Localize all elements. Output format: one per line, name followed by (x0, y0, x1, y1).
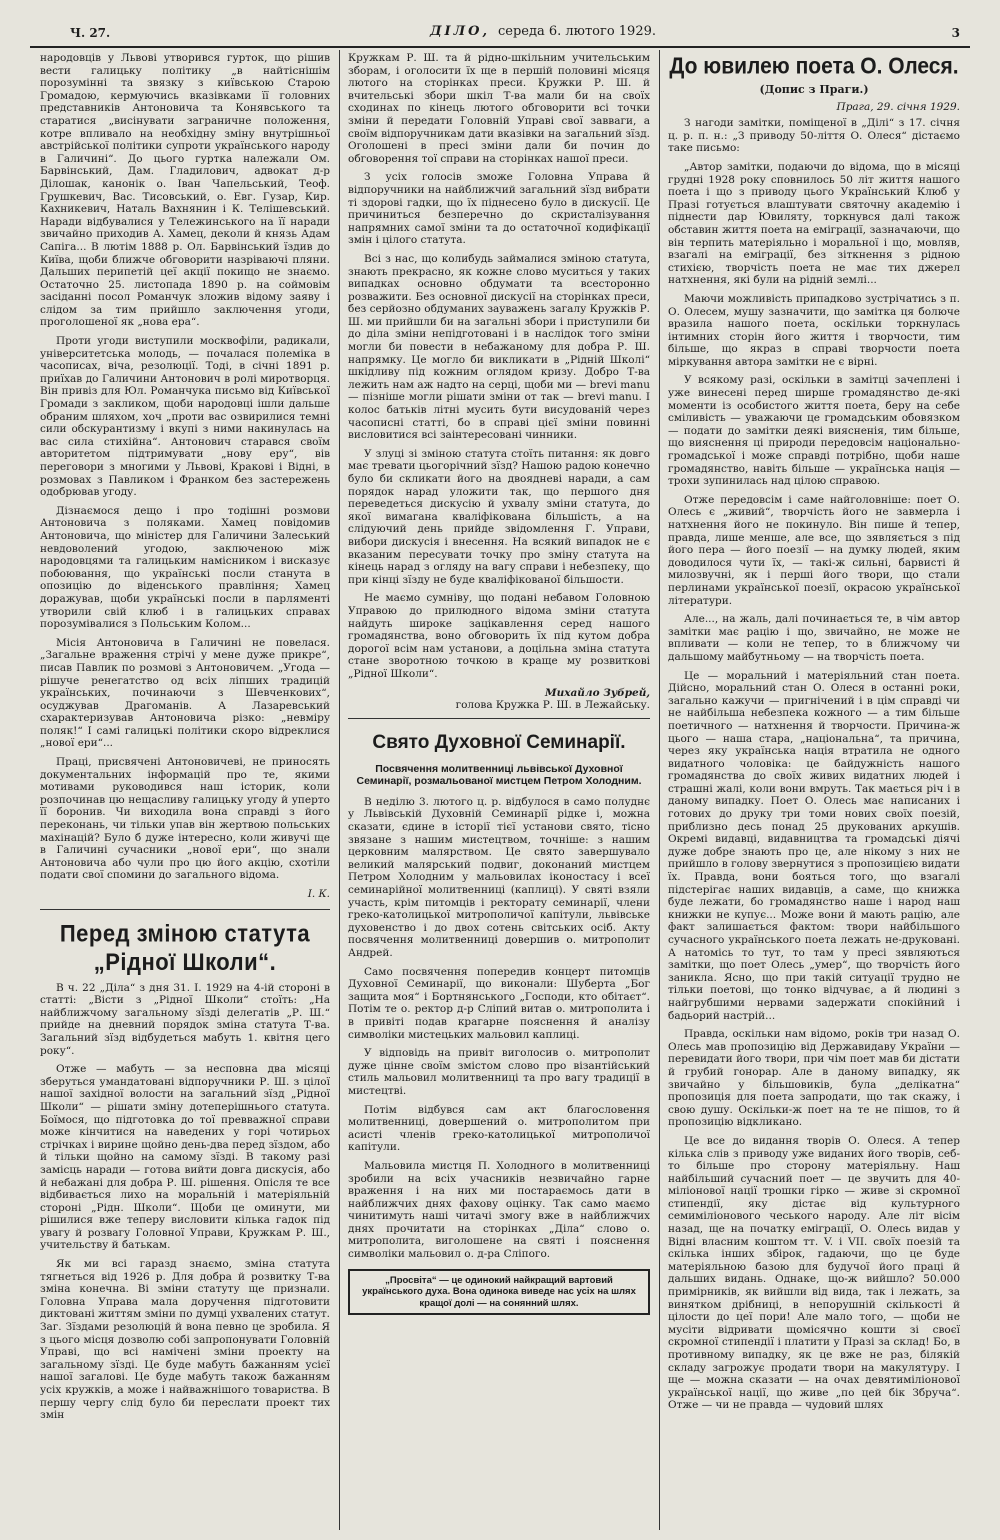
paragraph: У всякому разі, оскільки в замітці зачеплені і уже винесені перед ширше громадянство де-які моменти із особистого життя поета, беру на себе сміливість — уважаючи це громадським обовязком — подати до замітки деякі виясненія, тим більше, що вияснення ці природи передовсім національно-громадської і може справді потрібно, щоби наше громадянство, навіть більше — українська нація — трохи зупинилась над цілою справою. (668, 374, 960, 488)
paragraph: Отже передовсім і саме найголовніше: поет О. Олесь є „живий“, творчість його не завмерла і натхнення його не покинуло. Він пише й тепер, правда, лише менше, але все, що зявляється з під його пера — його поезії — на думку людей, яким доводилося чути їх, — такі-ж сильні, барвисті й милозвучні, як і перші його твори, що стали перлинами української поезії, окрасою української літератури. (668, 493, 960, 607)
paragraph: У відповідь на привіт виголосив о. митрополит дуже цінне своїм змістом слово про візантійський стиль мальовил молитвенниці та про вагу традиції в мистецтві. (348, 1047, 650, 1097)
article-headline: Свято Духовної Семинарії. (372, 731, 626, 753)
author-initials: І. К. (307, 888, 330, 900)
paragraph: Не маємо сумніву, що подані небавом Головною Управою до прилюдного відома зміни статута найдуть широке зацікавлення серед нашого громадянства, воно обговорить їх під кутом добра дорогої всім нам установи, а доцільна зміна статута стане зворотною точкою в краще му розвиткові „Рідної Школи“. (348, 592, 650, 680)
column-2 (348, 52, 650, 1522)
paper-name: ДІЛО, (430, 24, 490, 39)
paragraph: Всі з нас, що колибудь займалися зміною статута, знають прекрасно, як кожне слово муситься у таких випадках основно обдумати та всесторонно розважити. Без основної дискусії на сторінках преси, без серйозно обдуманих зауважень загалу Кружків Р. Ш. ми прийшли би на загальні збори і приступили би до діла зміни непідготовані і в наслідок того зміни могли би повести в небажаному для добра Р. Ш. напрямку. Це могло би викликати в „Рідній Школі“ шкідливу під кожним оглядом кризу. Добро Т-ва лежить нам аж надто на серці, щоби ми — brevi manu — пізніше могли рішати зміни от так — brevi manu. І колос батьків літні мусить бути висудованій через часописні статті, бо в справі цієї зміни повинні висловитися всі заінтересовані чинники. (348, 252, 650, 442)
paragraph: В ч. 22 „Діла“ з дня 31. І. 1929 на 4-ій стороні в статті: „Вісти з „Рідної Школи“ стоїть: „На найближчому загальному зїзді делегатів „Р. Ш.“ прийде на дневний порядок зміна статута Т-ва. Загальний зїзд відбудеться мабуть 1. квітня цего року“. (40, 981, 330, 1057)
paragraph: народовців у Львові утворився гурток, що рішив вести галицьку політику „в найтіснішім порозумінні та звязку з київською Старою Громадою, кермуючись вказівками її головних представників Антоновича та Конявського та старатися „висінувати заграничне положення, котре впливало на необхідну зміну внутрішньої австрійської політики супроти українського народу в Галичині“. До цього гуртка належали Ом. Барвінський, Дам. Гладилович, адвокат д-р Ділошак, канонік о. Іван Чапельський, Теоф. Грушкевич, Вас. Тисовський, о. Евг. Гузар, Кир. Кахникевич, Наталь Вахнянин і К. Телішевський. Наради відбувалися у Тележинського на її наради звичайно приходив А. Хамец, деколи й князь Адам Сапіга... В лютім 1888 р. Ол. Барвінський їздив до Київа, щоби ближче обговорити назріваючі пляни. Дальших перипетій цеї акції покищо не знаємо. Остаточно 25. листопада 1890 р. на соймовім засіданні посол Романчук зложив відому заяву і слідом за тим прийшло заключення угоди, проголошеної як „нова ера“. (40, 52, 330, 329)
headline-line-2: „Рідної Школи“. (93, 947, 277, 976)
paragraph: Проти угоди виступили москвофіли, радикали, університетська молодь, — почалася полеміка в часописах, віча, резолюції. Тоді, в січні 1891 р. приїхав до Галичини Антонович в ролі миротворця. Він привіз для Юл. Романчука письмо від Київської Громади з закликом, щоби народовці ішли дальше обраним шляхом, хоч „проти вас озвирилися темні сили обскурантизму і вкупі з ними накинулась на вас сила стихійна“. Антонович старався своїм авторитетом підтримувати „нову еру“, вів переговори з многими у Львові, Кракові і Відні, в розмовах з Павликом і Франком без застережень одобрював угоду. (40, 335, 330, 499)
masthead (430, 24, 656, 39)
author-name: Михайло Зубрей, (544, 686, 650, 699)
author-role: голова Кружка Р. Ш. в Лежайську. (455, 699, 650, 712)
paragraph: Отже — мабуть — за несповна два місяці зберуться умандатовані відпоручники Р. Ш. з цілої нашої західної волости на загальний зїзд „Рідної Школи“ — рішати зміну дотеперішнього статута. Боїмося, що підготовка до тої превважної справи може кінчитися на наведених у горі чотирьох стрічках і вирине щойно день-два перед зїздом, або й тільки щойно на самому зїзді. В такому разі замісць наради — готова вийти довга дискусія, або й небажані для добра Р. Ш. рішення. Опісля те все відбивається лихо на моральній і матеріяльній стороні „Рідн. Школи“. Щоби це оминути, ми рішилися вже теперу висловити кілька гадок під увагу й розвагу Головної Управи, Кружкам Р. Ш., учительству й батькам. (40, 1063, 330, 1252)
article-subhead: (Допис з Праги.) (759, 83, 869, 96)
prosvita-notice: „Просвіта“ — це одинокий найкращий вартовий українського духа. Вона одинока виведе нас усіх на шлях кращої долі — на сонянний шлях. (348, 1269, 650, 1316)
paragraph: Мальовила мистця П. Холодного в молитвенниці зробили на всіх учасників незвичайно гарне враження і на них ми постараємось дати в найближчих днях фахову оцінку. Так само маємо чинитимуть наші читачі змогу вже в найближчих днях прочитати на сторінках „Діла“ слово о. митрополита, виголошене на святі і пояснення символіки мальовил о. д-ра Сліпого. (348, 1159, 650, 1261)
paragraph: Це все до видання творів О. Олеся. А тепер кілька слів з приводу уже виданих його творів, себ-то більше про сторону матеріяльну. Наш найбільший сучасний поет — це звучить для 40-міліонової нації трошки гірко — живе зі скромної стипендії, яку дістає від культурного семиміліонового чеського народу. Але літ вісім назад, ще на початку еміграції, О. Олесь видав у Відні власним коштом тт. V. і VII. своїх поезій та скілька інших збірок, гадаючи, що це буде матеріяльною базою для будучої його праці й дальших видань. Однаке, що-ж вийшло? 50.000 примірників, як вийшли від вида, так і лежать, за винятком дрібниці, в непорушній скількості й цілости до цеї пори! Але мало того, — щоби не мусіти відривати щомісячно кошти зі своєї скромної стипендії і платити у Празі за склад! Бо, в противному випадку, як це вже не раз, білякій складу загрожує продати твори на макулятуру. І ще — можна сказати — на очах девятиміліонової української нації, що живе „по цей бік Збруча“. Отже — чи не правда — чудовий шлях (668, 1134, 960, 1412)
column-rule (339, 50, 340, 1530)
article-headline: До ювилею поета О. Олеся. (669, 53, 959, 80)
paragraph: „Автор замітки, подаючи до відома, що в місяці грудні 1928 року сповнилось 50 літ життя нашого поета і що з приводу цього Український Клюб у Празі готується влаштувати святочну академію і піднести дар Ювиляту, торкнувся далі також обставин життя поета на еміграції, зазначаючи, що він терпить матеріяльно і моральної і що, мовляв, взагалі на еміграції, без зіткнення з рідною стихією, творчість поета не має тих джерел натхнення, які були на рідній землі... (668, 160, 960, 287)
column-3 (668, 52, 960, 1522)
issue-number: Ч. 27. (70, 26, 111, 40)
paragraph: Місія Антоновича в Галичині не повелася. „Загальне враження стрічі у мене дуже прикре“, писав Павлик по розмові з Антоновичем. „Угода — рішуче ренегатство од всіх ліпших традицій українських, починаючи з Шевченкових“, осуджував Драгоманів. А Лазаревський схарактеризував Антоновича різко: „невміру поляк!“ І самі галицькі політики скоро відреклися „нової ери“... (40, 636, 330, 750)
paragraph: Але..., на жаль, далі починається те, в чім автор замітки має рацію і що, звичайно, не може не впливати — коли не тепер, то в ближчому чи дальшому майбутньому — на творчість поета. (668, 613, 960, 663)
paragraph: Кружкам Р. Ш. та й рідно-шкільним учительським зборам, і оголосити їх ще в першій половині місяця лютого на сторінках преси. Кружки Р. Ш. й вчительські збори шкіл Т-ва мали би на своїх сходинах по кінець лютого обговорити всі точки зміни й передати Головній Управі свої завваги, а своїм відпоручникам дати вказівки на загальний зїзд. Оголошені в пресі зміни дали би почин до обговорення тої справи на сторінках нашої преси. (348, 52, 650, 165)
divider (40, 909, 330, 910)
paragraph: В неділю 3. лютого ц. р. відбулося в само полуднє у Львівській Духовній Семинарії рідке і, можна сказати, єдине в історії тієї установи свято, тісно звязане з нашим мистецтвом, точніше: з нашим церковним малярством. Це свято завершувало великий малярський подвиг, доконаний мистцем Петром Холодним у мальовилах іконостасу і всеї семинарійної молитвенниці (каплиці). У святі взяли участь, крім питомців і ректорату семинарії, члени греко-католицької митрополичої капітули, львівське духовенство і до двох сотень світських осіб. Акту посвячення молитвенниці довершив о. митрополит Андрей. (348, 795, 650, 959)
paragraph: Дізнаємося дещо і про тодішні розмови Антоновича з поляками. Хамец повідомив Антоновича, що міністер для Галичини Залеський невдоволений угодою, заключеною між народовцями та галицьким намісником і висказує побоювання, що українські посли станута в опозицію до віденського правління; Хамец доражував, щоби українські посли в парляменті утворили свій клюб і в галицьких справах порозумівалися з Польським Колом... (40, 504, 330, 631)
issue-date: середа 6. лютого 1929. (498, 24, 656, 39)
paragraph: Маючи можливість припадково зустрічатись з п. О. Олесем, мушу зазначити, що замітка ця болюче вразила нашого поета, оскільки торкнулась інтимних сторін його життя і творчости, тим більше, що якраз в справі творчости поета міркування автора замітки не є вірні. (668, 292, 960, 368)
paragraph: Праці, присвячені Антоновичеві, не приносять документальних інформацій про те, якими мотивами руководився наш історик, коли розпочинав цю нещасливу галицьку угоду й уперто її боронив. Чи виходила вона справді з його переконань, чи тільки упав він жертвою польських махінацій? Було б дуже інтересно, коли живучі ще в Галичині сучасники „нової ери“, що знали Антоновича або чули про цю його акцію, схотіли подати свої спомини до загального відома. (40, 756, 330, 882)
dateline: Прага, 29. січня 1929. (836, 100, 960, 113)
divider (348, 718, 650, 719)
article-headline (40, 919, 330, 976)
paragraph: Правда, оскільки нам відомо, років три назад О. Олесь мав пропозицію від Державидаву України — перевидати його твори, при чім поет мав би дістати й грубий гонорар. Але в даному випадку, як звичайно у більшовиків, була „делікатна“ пропозиція для поета запродати, що так скажу, і свою душу. Оскільки-ж поет на те не пішов, то й пропозицію відкликано. (668, 1028, 960, 1129)
paragraph: Як ми всі гаразд знаємо, зміна статута тягнеться від 1926 р. Для добра й розвитку Т-ва зміна конечна. Ві зміни статуту ще признали. Головна Управа мала доручення підготовити диктовані життям зміни по думці ухвалених статут. Заг. Зїздами резолюцій й вона певно це зробила. Я з цього місця дозволю собі запропонувати Головній Управі, що всі намічені зміни проекту на загальному зїзді. Це буде мабуть бажанням усієї нашої загалові. Це буде мабуть також бажанням усіх кружків, а може і найважнішого товариства. В першу чергу слід було би переслати проект тих змін (40, 1258, 330, 1422)
article-subtitle: Посвячення молитвенниці львівської Духовної Семинарії, розмальованої мистцем Петром Холодним. (356, 762, 642, 788)
column-rule (659, 50, 660, 1530)
author-signature (348, 687, 650, 700)
paragraph: З усіх голосів зможе Головна Управа й відпоручники на найближчий загальний зїзд вибрати ті здорові гадки, що їх піднесено було в дискусії. Це причиниться безперечно до скристалізування напрямних самої зміни та до остаточної кодифікації змін і цілого статута. (348, 171, 650, 247)
paragraph: У злуці зі зміною статута стоїть питання: як довго має тревати цьогорічний зїзд? Нашою радою конечно було би скликати його на двоядневі наради, а сам порядок нарад уложити так, що першого дня переведеться дискусію й ухвалу зміни статута, до якої вимагана кваліфікована більшість, а на слідуючий день прийде звідомлення Г. Управи, вибори дискусія і внесення. На всякий випадок не є вказаним пересувати точку про зміну статута на кінець нарад з огляду на вагу справи і небезпеку, що при кінці зїзду не буде кваліфікованої більшости. (348, 447, 650, 586)
paragraph: З нагоди замітки, поміщеної в „Ділі“ з 17. січня ц. р. п. н.: „З приводу 50-ліття О. Олеся“ дістаємо таке письмо: (668, 117, 960, 155)
paragraph: Це — моральний і матеріяльний стан поета. Дійсно, моральний стан О. Олеся в останні роки, загально кажучи — пригнічений і в цім справді чи не найбільша небезпека кожного — а тим більше поетичного — натхнення й творчости. Причина-ж цього — наша стара, „національна“, та причина, через яку українська нація втратила не одного видатного чоловіка: це байдужність нашого громадянства до своїх живих видатних людей і страшні жалі, коли вони вмруть. Так мається річ і в даному випадку. Поет О. Олесь має написаних і готових до друку три томи нових своїх поезій, приблизно десь понад 25 друкованих аркушів. Окремі видавці, видавництва та громадські діячі дуже добре знають про це, але нікому з них не прийшло в голову звернутися з пропозицією видати їх. Правда, вони бояться того, що взагалі підстерігає наших видавців, а саме, що книжка буде лежати, бо громадянство наше і народ наш книжки не купує... Може вони й мають рацію, але факт залишається фактом: твори найбільшого сучасного українського поета лежать не-друковані. А натомісь то тут, то там у пресі зявляються замітки, що поет Олесь „умер“, що творчість його заникла. Ясно, що при такій ситуації трудно не тільки поетові, що тонко відчуває, а й людині з найгрубшими нервами задержати спокійний і бадьорий настрій... (668, 669, 960, 1022)
page-header (30, 24, 970, 48)
headline-line-1: Перед зміною статута (59, 918, 311, 947)
paragraph: Потім відбувся сам акт благословення молитвенниці, довершений о. митрополитом при асисті членів греко-католицької митрополичої капітули. (348, 1103, 650, 1154)
column-1 (40, 52, 330, 1522)
page-number: 3 (951, 26, 960, 40)
paragraph: Само посвячення попередив концерт питомців Духовної Семинарії, що виконали: Шуберта „Бог защита моя“ і Бортнянського „Господи, кто обітаєт“. Потім те о. ректор д-р Сліпий витав о. митрополита і в привіті подав крагарне пояснення й аналізу символіки мистецьких мальовил каплиці. (348, 965, 650, 1041)
